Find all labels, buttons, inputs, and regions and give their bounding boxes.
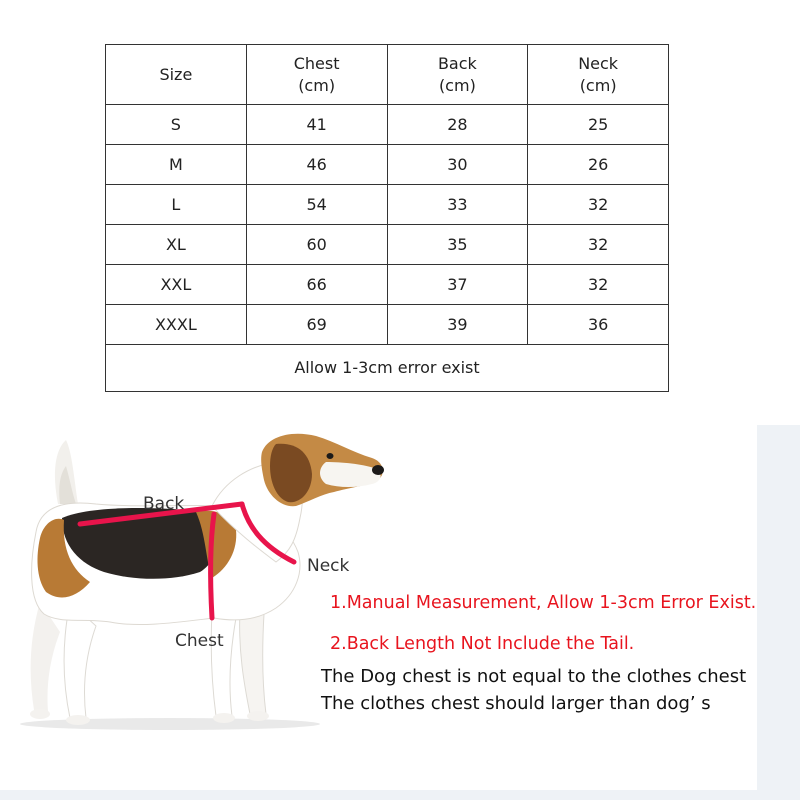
cell-back: 35 xyxy=(387,225,528,265)
chest-label: Chest xyxy=(175,631,224,651)
table-row xyxy=(106,265,669,305)
cell-back: 37 xyxy=(387,265,528,305)
table-row xyxy=(106,305,669,345)
header-neck-unit: (cm) xyxy=(579,75,617,95)
cell-neck: 32 xyxy=(528,265,669,305)
header-chest xyxy=(246,45,387,105)
dog-paw xyxy=(247,711,269,721)
cell-chest: 46 xyxy=(246,145,387,185)
cell-back: 28 xyxy=(387,105,528,145)
neck-label: Neck xyxy=(307,556,350,576)
cell-size: L xyxy=(106,185,247,225)
cell-neck: 25 xyxy=(528,105,669,145)
table-note-row xyxy=(106,345,669,392)
note-dog-chest: The Dog chest is not equal to the clothes chest xyxy=(321,666,747,687)
header-chest-label: Chest xyxy=(293,53,340,73)
cell-size: S xyxy=(106,105,247,145)
cell-neck: 26 xyxy=(528,145,669,185)
cell-neck: 32 xyxy=(528,225,669,265)
table-header-row xyxy=(106,45,669,105)
dog-front-leg-right xyxy=(240,610,266,714)
header-size: Size xyxy=(106,45,247,105)
header-chest-unit: (cm) xyxy=(298,75,336,95)
header-back-label: Back xyxy=(437,53,477,73)
size-chart-table xyxy=(105,44,669,392)
cell-size: XL xyxy=(106,225,247,265)
back-label: Back xyxy=(143,494,185,514)
header-neck xyxy=(528,45,669,105)
header-back-unit: (cm) xyxy=(438,75,476,95)
cell-chest: 41 xyxy=(246,105,387,145)
table-row xyxy=(106,145,669,185)
dog-nose xyxy=(372,465,384,475)
dog-front-leg-left xyxy=(211,612,236,716)
cell-size: XXXL xyxy=(106,305,247,345)
cell-back: 30 xyxy=(387,145,528,185)
note-clothes-chest: The clothes chest should larger than dog’ s xyxy=(321,693,711,714)
cell-back: 39 xyxy=(387,305,528,345)
cell-chest: 69 xyxy=(246,305,387,345)
dog-paw xyxy=(30,709,50,719)
table-row xyxy=(106,225,669,265)
header-neck-label: Neck xyxy=(578,53,619,73)
table-row xyxy=(106,105,669,145)
cell-chest: 60 xyxy=(246,225,387,265)
cell-chest: 54 xyxy=(246,185,387,225)
cell-neck: 32 xyxy=(528,185,669,225)
cell-size: M xyxy=(106,145,247,185)
table-note: Allow 1-3cm error exist xyxy=(106,345,669,392)
note-back-length: 2.Back Length Not Include the Tail. xyxy=(330,634,635,654)
cell-size: XXL xyxy=(106,265,247,305)
note-manual-measurement: 1.Manual Measurement, Allow 1-3cm Error Exist. xyxy=(330,593,757,613)
table-row xyxy=(106,185,669,225)
cell-chest: 66 xyxy=(246,265,387,305)
header-back xyxy=(387,45,528,105)
cell-neck: 36 xyxy=(528,305,669,345)
dog-eye xyxy=(327,453,334,459)
dog-paw xyxy=(66,715,90,725)
cell-back: 33 xyxy=(387,185,528,225)
dog-paw xyxy=(213,713,235,723)
ground-shadow xyxy=(20,718,320,730)
